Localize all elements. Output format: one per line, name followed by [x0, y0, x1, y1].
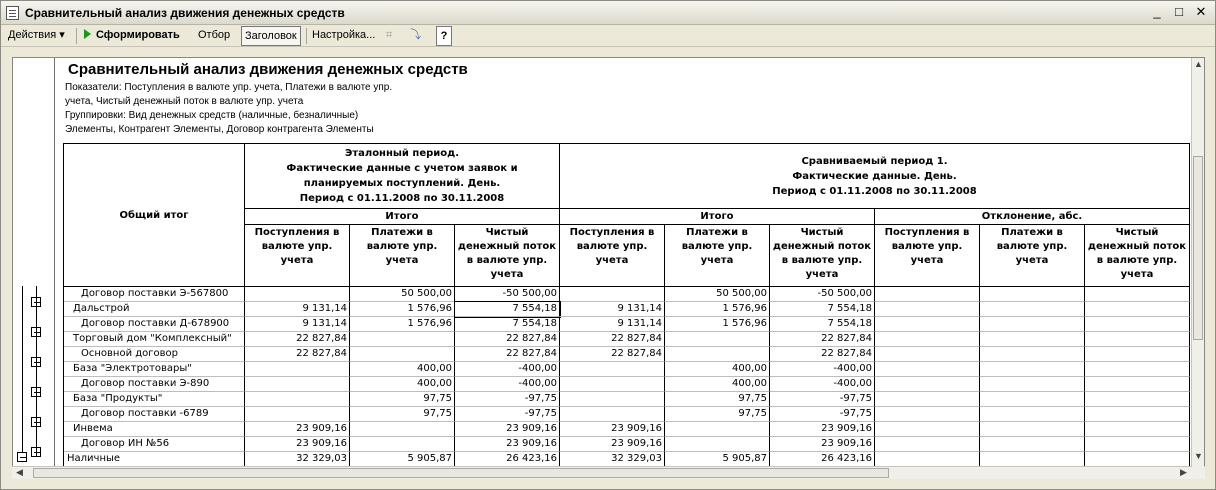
table-cell[interactable]: 1 576,96 — [665, 317, 770, 332]
table-cell[interactable] — [350, 332, 455, 347]
table-cell[interactable] — [875, 407, 980, 422]
table-cell[interactable]: 23 909,16 — [455, 422, 560, 437]
column-header: Чистый денежный поток в валюте упр. учета — [455, 225, 560, 287]
table-cell[interactable]: 7 554,18 — [770, 302, 875, 317]
table-cell[interactable]: 400,00 — [665, 377, 770, 392]
table-cell[interactable]: -97,75 — [455, 407, 560, 422]
table-cell[interactable]: 22 827,84 — [560, 347, 665, 362]
table-cell[interactable] — [560, 362, 665, 377]
table-cell[interactable]: 9 131,14 — [245, 302, 350, 317]
table-cell[interactable] — [980, 317, 1085, 332]
group-margin — [13, 58, 55, 478]
table-cell[interactable]: 400,00 — [350, 377, 455, 392]
table-cell[interactable] — [875, 362, 980, 377]
table-cell[interactable] — [1085, 332, 1190, 347]
table-cell[interactable]: -50 500,00 — [455, 287, 560, 302]
table-cell[interactable] — [560, 377, 665, 392]
expand-icon[interactable]: ⤵ — [410, 29, 421, 41]
table-cell[interactable] — [1085, 407, 1190, 422]
settings-button[interactable]: Настройка... — [312, 29, 376, 41]
table-cell[interactable]: 400,00 — [665, 362, 770, 377]
table-cell[interactable] — [665, 332, 770, 347]
total-header: Общий итог — [64, 144, 245, 287]
toolbar — [1, 25, 1215, 47]
table-cell[interactable] — [980, 422, 1085, 437]
table-cell[interactable]: 50 500,00 — [665, 287, 770, 302]
table-row-name[interactable]: База "Продукты" — [64, 392, 245, 407]
table-cell[interactable] — [875, 287, 980, 302]
table-cell[interactable]: 32 329,03 — [560, 452, 665, 467]
collapse-group-icon[interactable] — [17, 452, 27, 462]
table-cell[interactable]: 5 905,87 — [665, 452, 770, 467]
table-cell[interactable] — [875, 347, 980, 362]
itogo-header: Итого — [560, 209, 875, 225]
table-row-name[interactable]: Инвема — [64, 422, 245, 437]
table-cell[interactable] — [665, 422, 770, 437]
horizontal-scrollbar[interactable] — [12, 466, 1205, 479]
table-cell[interactable] — [980, 302, 1085, 317]
table-cell[interactable]: 97,75 — [665, 407, 770, 422]
table-cell[interactable]: -97,75 — [455, 392, 560, 407]
table-cell[interactable]: -400,00 — [770, 362, 875, 377]
table-cell[interactable]: 22 827,84 — [560, 332, 665, 347]
actions-menu[interactable]: Действия ▾ — [8, 29, 65, 41]
column-header: Поступления в валюте упр. учета — [875, 225, 980, 287]
table-row-name[interactable]: База "Электротовары" — [64, 362, 245, 377]
table-cell[interactable] — [980, 392, 1085, 407]
play-icon — [84, 29, 91, 39]
table-cell[interactable]: 9 131,14 — [560, 302, 665, 317]
table-row-name[interactable]: Договор поставки Д-678900 — [64, 317, 245, 332]
table-cell[interactable] — [350, 437, 455, 452]
table-row-name[interactable]: Договор поставки Э-890 — [64, 377, 245, 392]
table-row-name[interactable]: Договор поставки -6789 — [64, 407, 245, 422]
table-cell[interactable] — [980, 332, 1085, 347]
table-cell[interactable] — [560, 407, 665, 422]
table-cell[interactable]: 97,75 — [350, 392, 455, 407]
table-cell[interactable]: 22 827,84 — [770, 332, 875, 347]
maximize-button[interactable]: □ — [1175, 4, 1183, 19]
table-cell[interactable] — [245, 377, 350, 392]
table-cell[interactable] — [980, 347, 1085, 362]
report-table — [63, 143, 1190, 478]
scroll-left-icon[interactable]: ◀ — [16, 467, 23, 477]
table-cell[interactable]: 97,75 — [350, 407, 455, 422]
table-cell[interactable] — [665, 437, 770, 452]
table-cell[interactable]: 22 827,84 — [245, 347, 350, 362]
table-cell[interactable] — [875, 332, 980, 347]
table-cell[interactable]: 23 909,16 — [245, 437, 350, 452]
report-title: Сравнительный анализ движения денежных средств — [68, 61, 468, 78]
param-line: учета, Чистый денежный поток в валюте упр. учета — [65, 96, 304, 107]
period1-header: Эталонный период. Фактические данные с учетом заявок и планируемых поступлений. День. Период с 01.11.2008 по 30.11.2008 — [245, 144, 560, 209]
table-cell[interactable]: 26 423,16 — [770, 452, 875, 467]
table-cell[interactable]: 1 576,96 — [350, 317, 455, 332]
table-cell[interactable] — [1085, 302, 1190, 317]
column-header: Платежи в валюте упр. учета — [350, 225, 455, 287]
scroll-right-icon[interactable]: ▶ — [1180, 467, 1187, 477]
table-cell[interactable] — [665, 347, 770, 362]
table-cell[interactable] — [1085, 452, 1190, 467]
table-row-name[interactable]: Договор поставки Э-567800 — [64, 287, 245, 302]
table-cell[interactable]: -97,75 — [770, 407, 875, 422]
table-row-name[interactable]: Наличные — [64, 452, 245, 467]
table-cell[interactable] — [350, 347, 455, 362]
vertical-scrollbar[interactable] — [1191, 58, 1204, 467]
table-cell[interactable]: 23 909,16 — [455, 437, 560, 452]
table-cell[interactable] — [1085, 392, 1190, 407]
table-cell[interactable] — [245, 392, 350, 407]
generate-label: Сформировать — [96, 29, 180, 41]
table-cell[interactable]: 22 827,84 — [770, 347, 875, 362]
table-cell[interactable] — [875, 392, 980, 407]
generate-button[interactable] — [81, 26, 183, 46]
table-cell[interactable] — [875, 437, 980, 452]
table-cell[interactable] — [1085, 317, 1190, 332]
table-cell[interactable]: -97,75 — [770, 392, 875, 407]
table-cell[interactable] — [1085, 347, 1190, 362]
table-cell[interactable] — [1085, 287, 1190, 302]
table-cell[interactable]: 32 329,03 — [245, 452, 350, 467]
itogo-header: Итого — [245, 209, 560, 225]
table-cell[interactable] — [980, 362, 1085, 377]
table-cell[interactable]: 9 131,14 — [560, 317, 665, 332]
table-cell[interactable]: 5 905,87 — [350, 452, 455, 467]
scroll-thumb[interactable] — [1193, 156, 1203, 340]
table-row-name[interactable]: Дальстрой — [64, 302, 245, 317]
scroll-down-icon[interactable]: ▼ — [1194, 451, 1203, 461]
table-cell[interactable]: 1 576,96 — [350, 302, 455, 317]
table-cell[interactable] — [980, 287, 1085, 302]
table-cell[interactable]: 26 423,16 — [455, 452, 560, 467]
table-cell[interactable]: 23 909,16 — [245, 422, 350, 437]
help-button[interactable]: ? — [436, 26, 452, 46]
table-cell[interactable] — [875, 317, 980, 332]
table-cell[interactable]: 1 576,96 — [665, 302, 770, 317]
table-cell[interactable]: 50 500,00 — [350, 287, 455, 302]
column-header: Поступления в валюте упр. учета — [245, 225, 350, 287]
table-cell[interactable] — [1085, 362, 1190, 377]
column-header: Платежи в валюте упр. учета — [980, 225, 1085, 287]
scroll-thumb[interactable] — [33, 468, 889, 478]
minimize-button[interactable]: _ — [1153, 4, 1161, 19]
column-header: Поступления в валюте упр. учета — [560, 225, 665, 287]
scroll-up-icon[interactable]: ▲ — [1194, 59, 1203, 69]
period2-header: Сравниваемый период 1. Фактические данные. День. Период с 01.11.2008 по 30.11.2008 — [560, 144, 1190, 209]
deviation-header: Отклонение, абс. — [875, 209, 1190, 225]
table-cell[interactable] — [875, 377, 980, 392]
table-row-name[interactable]: Договор ИН №56 — [64, 437, 245, 452]
table-cell[interactable] — [245, 407, 350, 422]
table-cell[interactable] — [245, 362, 350, 377]
table-cell[interactable]: 22 827,84 — [245, 332, 350, 347]
table-cell[interactable]: 7 554,18 — [455, 302, 560, 317]
param-line: Группировки: Вид денежных средств (наличные, безналичные) — [65, 110, 359, 121]
param-line: Показатели: Поступления в валюте упр. учета, Платежи в валюте упр. — [65, 82, 393, 93]
table-cell[interactable]: -400,00 — [455, 377, 560, 392]
table-cell[interactable] — [560, 287, 665, 302]
table-cell[interactable] — [875, 302, 980, 317]
table-row-name[interactable]: Торговый дом "Комплексный" — [64, 332, 245, 347]
table-cell[interactable] — [245, 287, 350, 302]
table-cell[interactable]: -400,00 — [455, 362, 560, 377]
table-cell[interactable]: -400,00 — [770, 377, 875, 392]
column-header: Чистый денежный поток в валюте упр. учета — [1085, 225, 1190, 287]
table-row-name[interactable]: Основной договор — [64, 347, 245, 362]
table-cell[interactable] — [350, 422, 455, 437]
report-sheet[interactable] — [12, 57, 1205, 478]
table-cell[interactable]: 7 554,18 — [455, 317, 560, 332]
table-cell[interactable] — [980, 377, 1085, 392]
column-header: Чистый денежный поток в валюте упр. учета — [770, 225, 875, 287]
close-button[interactable]: ✕ — [1195, 4, 1207, 19]
table-cell[interactable] — [875, 422, 980, 437]
table-cell[interactable]: 22 827,84 — [455, 347, 560, 362]
table-cell[interactable]: 23 909,16 — [560, 422, 665, 437]
param-line: Элементы, Контрагент Элементы, Договор контрагента Элементы — [65, 124, 374, 135]
table-cell[interactable]: 22 827,84 — [455, 332, 560, 347]
window-title: Сравнительный анализ движения денежных средств — [25, 6, 345, 20]
table-cell[interactable]: 7 554,18 — [770, 317, 875, 332]
document-icon — [6, 6, 19, 20]
table-cell[interactable] — [560, 392, 665, 407]
table-cell[interactable]: 400,00 — [350, 362, 455, 377]
filter-button[interactable]: Отбор — [198, 29, 231, 41]
table-cell[interactable]: 23 909,16 — [770, 422, 875, 437]
table-cell[interactable] — [1085, 422, 1190, 437]
table-cell[interactable]: 23 909,16 — [560, 437, 665, 452]
table-cell[interactable]: -50 500,00 — [770, 287, 875, 302]
table-cell[interactable] — [875, 452, 980, 467]
table-cell[interactable] — [980, 407, 1085, 422]
title-bar — [1, 1, 1215, 25]
table-cell[interactable]: 23 909,16 — [770, 437, 875, 452]
select-cell-icon[interactable]: ⌗ — [386, 29, 393, 41]
table-cell[interactable] — [1085, 377, 1190, 392]
table-cell[interactable] — [980, 437, 1085, 452]
table-cell[interactable]: 97,75 — [665, 392, 770, 407]
table-cell[interactable] — [1085, 437, 1190, 452]
table-cell[interactable] — [980, 452, 1085, 467]
header-toggle-button[interactable]: Заголовок — [241, 26, 301, 46]
column-header: Платежи в валюте упр. учета — [665, 225, 770, 287]
table-cell[interactable]: 9 131,14 — [245, 317, 350, 332]
